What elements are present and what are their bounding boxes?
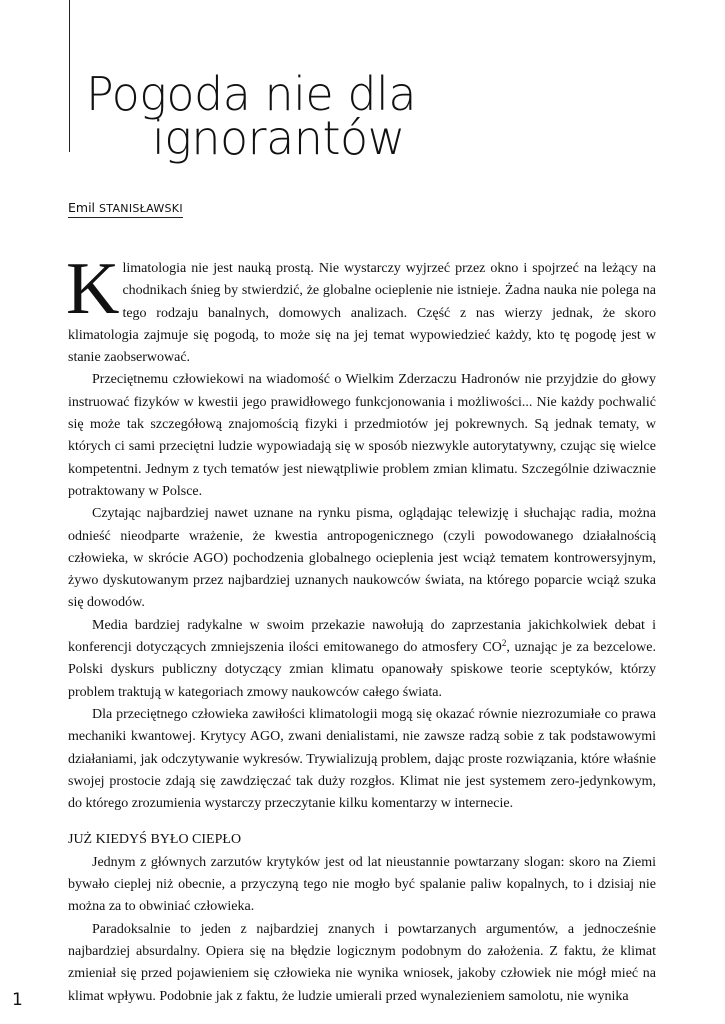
section-heading: JUŻ KIEDYŚ BYŁO CIEPŁO (68, 832, 242, 848)
vertical-rule (69, 0, 70, 152)
author-underline (68, 217, 183, 218)
author-byline (68, 200, 183, 215)
title-line-1: Pogoda nie dla (86, 67, 417, 121)
article-body (66, 248, 656, 1008)
paragraph-1-text: limatologia nie jest nauką prostą. Nie wystarczy wyjrzeć przez okno i spojrzeć na leżący na chodnikach śnieg by stwierdzić, że globalne ocieplenie nie istnieje. Żadna nauka nie polega na tego rodzaju banalnych, domowych analizach. Część z nas wierzy jednak, że skoro klimatologia zajmuje się pogodą, to może się na jej temat wypowiedzieć każdy, kto tę pogodę jest w stanie zaobserwować. (68, 261, 656, 366)
co2-subscript: 2 (501, 638, 507, 649)
paragraph-5: Dla przeciętnego człowieka zawiłości klimatologii mogą się okazać równie niezrozumiałe co prawa mechaniki kwantowej. Krytycy AGO, zwani denialistami, nie zawsze radzą sobie z tak podstawowymi działaniami, jak odczytywanie wykresów. Trywializują problem, dając proste rozwiązania, które właśnie swojej prostocie zdają się zawdzięczać tak duży rozgłos. Klimat nie jest systemem zero-jedynkowym, do którego zrozumienia wystarczy przeczytanie kilku komentarzy w internecie. (68, 706, 656, 812)
paragraph-6: Jednym z głównych zarzutów krytyków jest od lat nieustannie powtarzany slogan: skoro na Ziemi bywało cieplej niż obecnie, a przyczyną tego nie mogło być spalanie paliw kopalnych, to i dzisiaj nie można za to obwiniać człowieka. (68, 854, 656, 915)
title-line-2: ignorantów (152, 111, 405, 165)
page-number: 1 (12, 990, 23, 1010)
paragraph-3: Czytając najbardziej nawet uznane na rynku pisma, oglądając telewizję i słuchając radia, można odnieść nieodparte wrażenie, że kwestia antropogenicznego (czyli powodowanego działalnością człowieka, w skrócie AGO) pochodzenia globalnego ocieplenia jest wciąż tematem kontrowersyjnym, żywo dyskutowanym przez najbardziej uznanych naukowców świata, na którego poparcie wciąż szuka się dowodów. (68, 506, 656, 611)
drop-cap: K (66, 248, 120, 330)
paragraph-7: Paradoksalnie to jeden z najbardziej znanych i powtarzanych argumentów, a jednocześnie najbardziej absurdalny. Opiera się na błędzie logicznym podobnym do założenia. Z faktu, że klimat zmieniał się przed pojawieniem się człowieka nie wynika wniosek, jakoby człowiek nie mógł mieć na klimat wpływu. Podobnie jak z faktu, że ludzie umierali przed wynalezieniem samolotu, nie wynika (68, 921, 656, 1004)
author-surname: STANISŁAWSKI (99, 202, 183, 215)
paragraph-4-text-a: Media bardziej radykalne w swoim przekazie nawołują do zaprzestania jakichkolwiek debat i konferencji dotyczących zmniejszenia ilości emitowanego do atmosfery CO (68, 617, 656, 656)
article-title (86, 67, 417, 165)
paragraph-4 (68, 615, 656, 704)
paragraph-2: Przeciętnemu człowiekowi na wiadomość o Wielkim Zderzaczu Hadronów nie przyjdzie do głowy instruować fizyków w kwestii jego prawidłowego funkcjonowania i możliwości... Nie każdy pochwalić się może tak szczegółową znajomością fizyki i przedmiotów jej pokrewnych. Są jednak tematy, w których ci sami przeciętni ludzie wypowiadają się w sposób niezwykle autorytatywny, czując się wielce kompetentni. Jednym z tych tematów jest niewątpliwie problem zmian klimatu. Szczególnie dziwacznie potraktowany w Polsce. (68, 372, 656, 499)
author-given-name: Emil (68, 200, 96, 215)
paragraph-4-text-b: , uznając je za bezcelowe. Polski dyskurs publiczny dotyczący zmian klimatu opanowały spiskowe teorie sceptyków, którzy problem traktują w kategoriach zmowy naukowców całego świata. (68, 640, 656, 700)
paragraph-1 (66, 248, 656, 369)
